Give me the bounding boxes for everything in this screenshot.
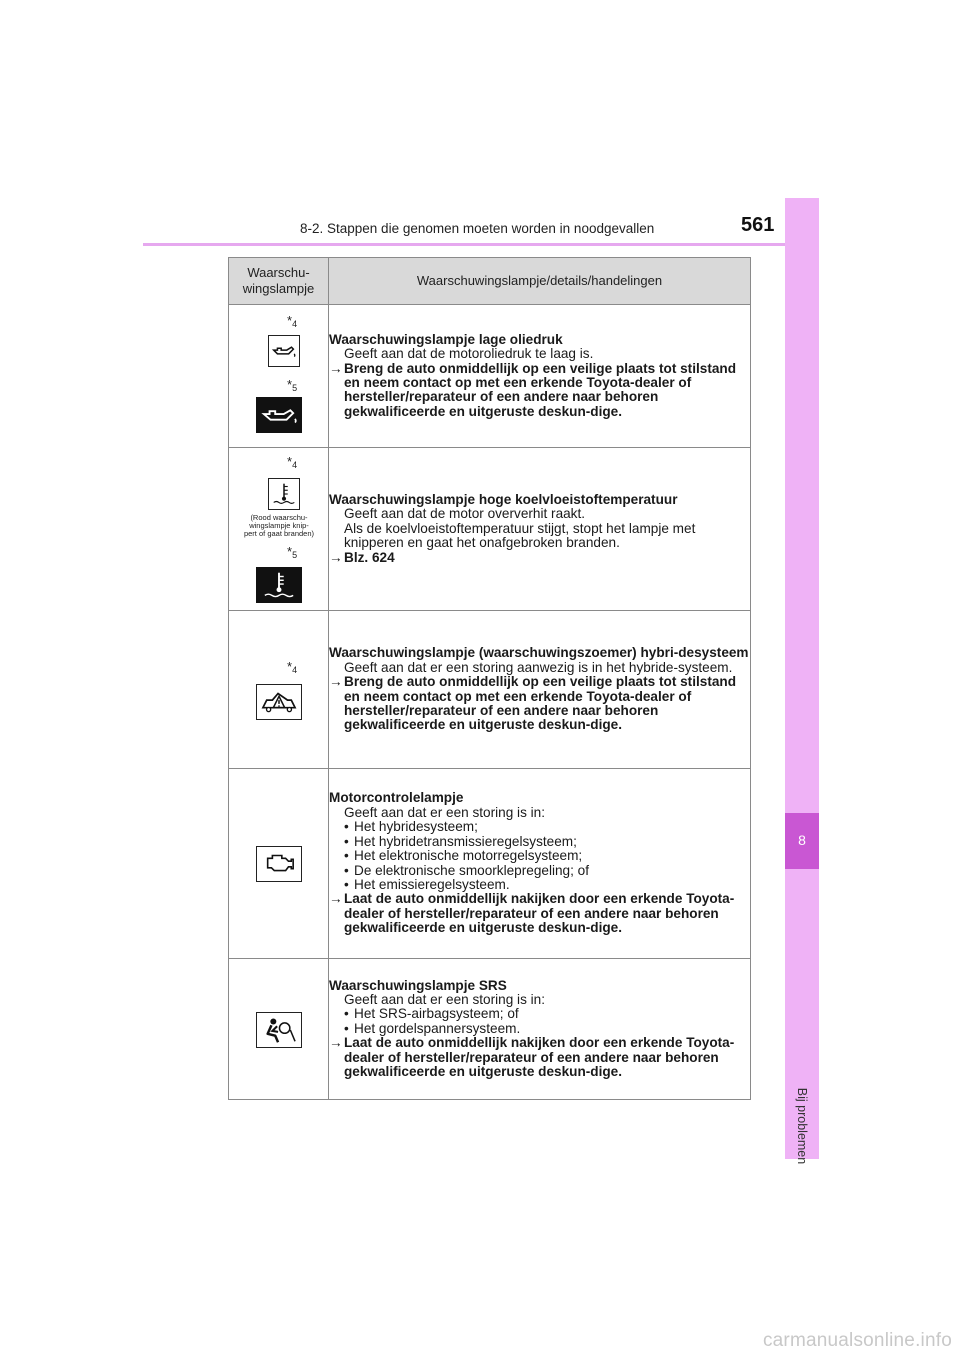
list-item: • Het hybridetransmissieregelsysteem;: [329, 835, 750, 849]
details-cell: [329, 959, 751, 1100]
list-item: • Het emissieregelsysteem.: [329, 878, 750, 892]
footer-watermark: carmanualsonline.info: [762, 1330, 952, 1351]
footnote-marker: $*_5$: [287, 544, 298, 560]
list-item: • Het elektronische motorregelsysteem;: [329, 849, 750, 863]
arrow-icon: →: [329, 891, 343, 907]
list-item: • De elektronische smoorklepregeling; of: [329, 864, 750, 878]
srs-airbag-icon: [256, 1012, 302, 1048]
warning-lights-table: [228, 257, 751, 1100]
warning-title: Waarschuwingslampje hoge koelvloeistoftemperatuur: [329, 491, 678, 507]
lamp-cell: [229, 305, 329, 448]
table-header-row: [229, 258, 751, 305]
warning-description: Als de koelvloeistoftemperatuur stijgt, stopt het lampje met knipperen en gaat het onafgebroken branden.: [344, 520, 696, 551]
list-item: • Het hybridesysteem;: [329, 820, 750, 834]
arrow-icon: →: [329, 674, 343, 690]
table-row: [229, 305, 751, 448]
warning-title: Motorcontrolelampje: [329, 790, 464, 806]
lamp-cell: [229, 959, 329, 1100]
details-cell: [329, 611, 751, 769]
lamp-cell: [229, 611, 329, 769]
warning-action: →Breng de auto onmiddellijk op een veilige plaats tot stilstand en neem contact op met een erkende Toyota-dealer of hersteller/reparateur of een andere naar behoren gekwalificeerde en uitgeruste deskun-dige.: [329, 360, 737, 419]
check-engine-icon: [256, 846, 302, 882]
table-row: [229, 448, 751, 611]
chapter-number: 8: [798, 832, 806, 848]
page-number: 561: [741, 214, 775, 236]
header-divider: [143, 243, 819, 246]
warning-action: →Laat de auto onmiddellijk nakijken door een erkende Toyota-dealer of hersteller/reparateur of een andere naar behoren gekwalificeerde en uitgeruste deskun-dige.: [329, 1035, 735, 1080]
column-header-lamp-text: Waarschu- wingslampje: [242, 265, 315, 296]
column-header-details: Waarschuwingslampje/details/handelingen: [329, 258, 751, 305]
details-cell: [329, 305, 751, 448]
column-header-lamp: [229, 258, 329, 305]
oil-pressure-icon: [268, 335, 300, 367]
list-item: • Het SRS-airbagsysteem; of: [329, 1007, 750, 1021]
warning-description: Geeft aan dat er een storing aanwezig is in het hybride-systeem.: [344, 659, 733, 675]
arrow-icon: →: [329, 1035, 343, 1051]
lamp-cell: [229, 769, 329, 959]
footnote-marker: $*_4$: [287, 454, 298, 470]
lamp-note: [229, 514, 329, 538]
section-title: 8-2. Stappen die genomen moeten worden in noodgevallen: [300, 221, 655, 236]
warning-title: Waarschuwingslampje SRS: [329, 977, 507, 993]
warning-action: →Breng de auto onmiddellijk op een veilige plaats tot stilstand en neem contact op met een erkende Toyota-dealer of hersteller/reparateur of een andere naar behoren gekwalificeerde en uitgeruste deskun-dige.: [329, 674, 737, 733]
arrow-icon: →: [329, 549, 343, 565]
chapter-side-tab: [785, 198, 819, 1165]
warning-description: Geeft aan dat de motoroliedruk te laag is.: [344, 346, 594, 362]
chapter-label: Bij problemen: [795, 1087, 809, 1165]
warning-description: Geeft aan dat er een storing is in:: [344, 991, 546, 1007]
warning-title: Waarschuwingslampje lage oliedruk: [329, 331, 563, 347]
table-row: [229, 769, 751, 959]
warning-description: Geeft aan dat de motor oververhit raakt.: [344, 506, 586, 522]
lamp-note-text: (Rood waarschu- wingslampje knip- pert of gaat branden): [243, 513, 315, 538]
hybrid-system-warning-icon: [256, 684, 302, 720]
table-row: [229, 959, 751, 1100]
coolant-temperature-icon: [268, 478, 300, 510]
footnote-marker: $*_4$: [287, 659, 298, 675]
arrow-icon: →: [329, 360, 343, 376]
warning-description: Geeft aan dat er een storing is in:: [344, 804, 546, 820]
footnote-marker: $*_5$: [287, 377, 298, 393]
list-item: • Het gordelspannersysteem.: [329, 1022, 750, 1036]
lamp-cell: [229, 448, 329, 611]
warning-action: →Blz. 624: [329, 549, 395, 565]
details-cell: [329, 769, 751, 959]
table-row: [229, 611, 751, 769]
coolant-temperature-icon-dark: [256, 567, 302, 603]
footnote-marker: $*_4$: [287, 313, 298, 329]
oil-pressure-icon-dark: [256, 397, 302, 433]
warning-title: Waarschuwingslampje (waarschuwingszoemer) hybri-desysteem: [329, 645, 749, 661]
details-cell: [329, 448, 751, 611]
warning-action: →Laat de auto onmiddellijk nakijken door een erkende Toyota-dealer of hersteller/reparateur of een andere naar behoren gekwalificeerde en uitgeruste deskun-dige.: [329, 891, 735, 936]
